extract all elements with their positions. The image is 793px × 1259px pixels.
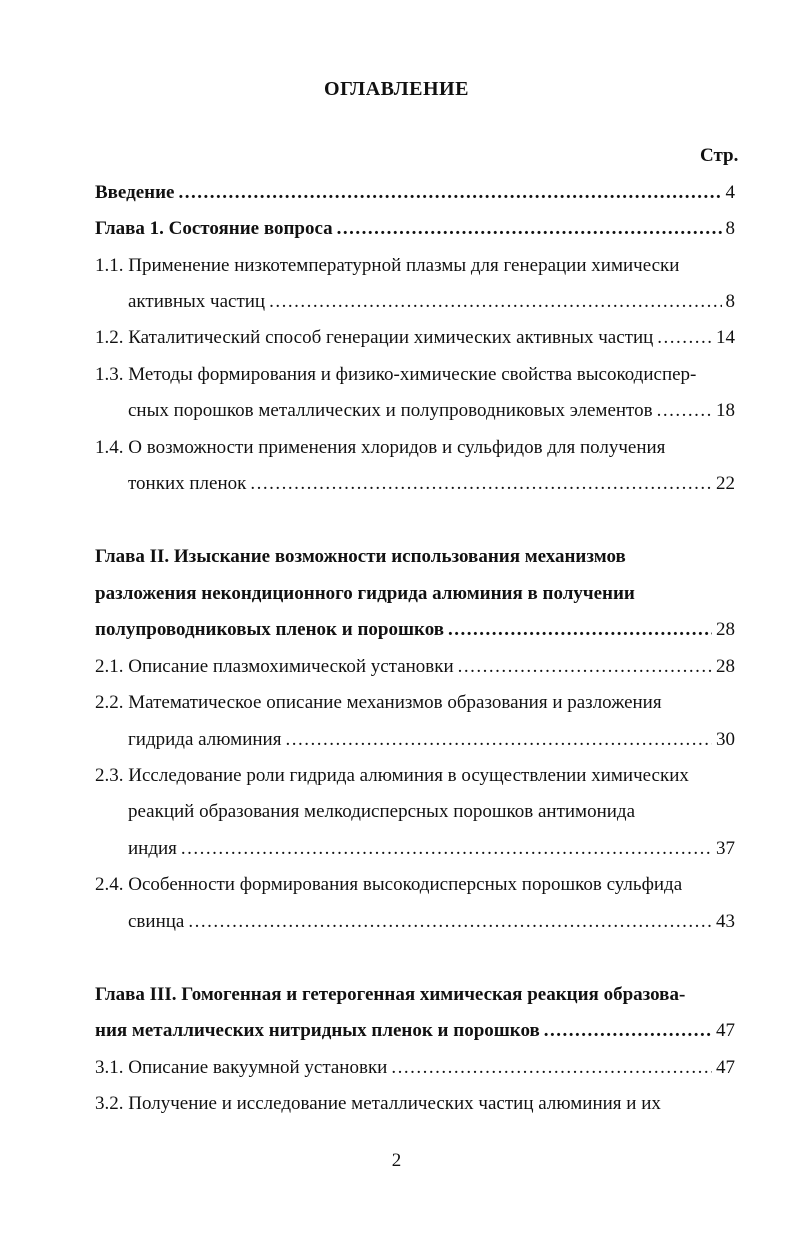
toc-entry-text: 3.1. Описание вакуумной установки [95, 1057, 388, 1078]
toc-entry-chapter-3-line1[interactable]: Глава III. Гомогенная и гетерогенная химическая реакция образова- [95, 984, 686, 1005]
leader-dots [657, 399, 712, 423]
toc-entry-text: Введение [95, 182, 175, 203]
toc-entry-text: индия [128, 838, 177, 859]
toc-page-number: 18 [716, 400, 735, 421]
leader-dots [179, 181, 722, 205]
toc-entry-text: гидрида алюминия [128, 729, 282, 750]
page-number: 2 [391, 1150, 402, 1171]
toc-page-number: 8 [725, 291, 735, 312]
leader-dots [269, 290, 721, 314]
leader-dots [458, 655, 712, 679]
toc-entry-chapter-2-line2[interactable]: разложения некондиционного гидрида алюминия в получении [95, 583, 635, 604]
leader-dots [188, 910, 712, 934]
toc-page-number: 43 [716, 911, 735, 932]
toc-entry-text: ния металлических нитридных пленок и порошков [95, 1020, 540, 1041]
leader-dots [250, 472, 712, 496]
toc-entry-2-3[interactable] [128, 837, 735, 861]
leader-dots [181, 837, 712, 861]
leader-dots [285, 728, 712, 752]
toc-entry-2-4-line1[interactable]: 2.4. Особенности формирования высокодисперсных порошков сульфида [95, 874, 683, 895]
leader-dots [391, 1056, 712, 1080]
leader-dots [657, 326, 712, 350]
toc-entry-1-1[interactable] [128, 290, 735, 314]
toc-entry-2-4[interactable] [128, 910, 735, 934]
toc-entry-chapter-2[interactable] [95, 618, 735, 642]
toc-page-number: 37 [716, 838, 735, 859]
toc-page-number: 30 [716, 729, 735, 750]
toc-entry-chapter-2-line1[interactable]: Глава II. Изыскание возможности использования механизмов [95, 546, 626, 567]
toc-entry-intro[interactable] [95, 181, 735, 205]
leader-dots [337, 217, 722, 241]
toc-entry-text: Глава 1. Состояние вопроса [95, 218, 333, 239]
toc-page-number: 28 [716, 656, 735, 677]
toc-entry-1-2[interactable] [95, 326, 735, 350]
toc-entry-1-4[interactable] [128, 472, 735, 496]
toc-page-number: 8 [725, 218, 735, 239]
toc-page-number: 4 [725, 182, 735, 203]
toc-entry-2-3-line1[interactable]: 2.3. Исследование роли гидрида алюминия в осуществлении химических [95, 765, 689, 786]
page-title: ОГЛАВЛЕНИЕ [324, 78, 469, 100]
toc-entry-1-3-line1[interactable]: 1.3. Методы формирования и физико-химические свойства высокодиспер- [95, 364, 697, 385]
toc-entry-text: свинца [128, 911, 185, 932]
toc-entry-2-2[interactable] [128, 728, 735, 752]
toc-entry-1-4-line1[interactable]: 1.4. О возможности применения хлоридов и сульфидов для получения [95, 437, 666, 458]
toc-entry-2-3-line2[interactable]: реакций образования мелкодисперсных порошков антимонида [128, 801, 636, 822]
toc-entry-text: тонких пленок [128, 473, 247, 494]
leader-dots [448, 618, 712, 642]
toc-entry-3-1[interactable] [95, 1056, 735, 1080]
toc-entry-text: 2.1. Описание плазмохимической установки [95, 656, 454, 677]
leader-dots [544, 1019, 712, 1043]
toc-entry-text: сных порошков металлических и полупроводниковых элементов [128, 400, 653, 421]
toc-entry-text: полупроводниковых пленок и порошков [95, 619, 444, 640]
toc-page-number: 14 [716, 327, 735, 348]
toc-entry-1-3[interactable] [128, 399, 735, 423]
toc-page-number: 47 [716, 1020, 735, 1041]
page-column-label: Стр. [700, 145, 739, 166]
toc-page-number: 22 [716, 473, 735, 494]
toc-entry-1-1-line1[interactable]: 1.1. Применение низкотемпературной плазмы для генерации химически [95, 255, 680, 276]
toc-entry-text: 1.2. Каталитический способ генерации химических активных частиц [95, 327, 654, 348]
toc-entry-3-2-line1[interactable]: 3.2. Получение и исследование металлических частиц алюминия и их [95, 1093, 661, 1114]
toc-entry-text: активных частиц [128, 291, 266, 312]
toc-entry-chapter-1[interactable] [95, 217, 735, 241]
toc-entry-chapter-3[interactable] [95, 1019, 735, 1043]
toc-entry-2-1[interactable] [95, 655, 735, 679]
toc-page-number: 28 [716, 619, 735, 640]
toc-entry-2-2-line1[interactable]: 2.2. Математическое описание механизмов образования и разложения [95, 692, 662, 713]
toc-page-number: 47 [716, 1057, 735, 1078]
